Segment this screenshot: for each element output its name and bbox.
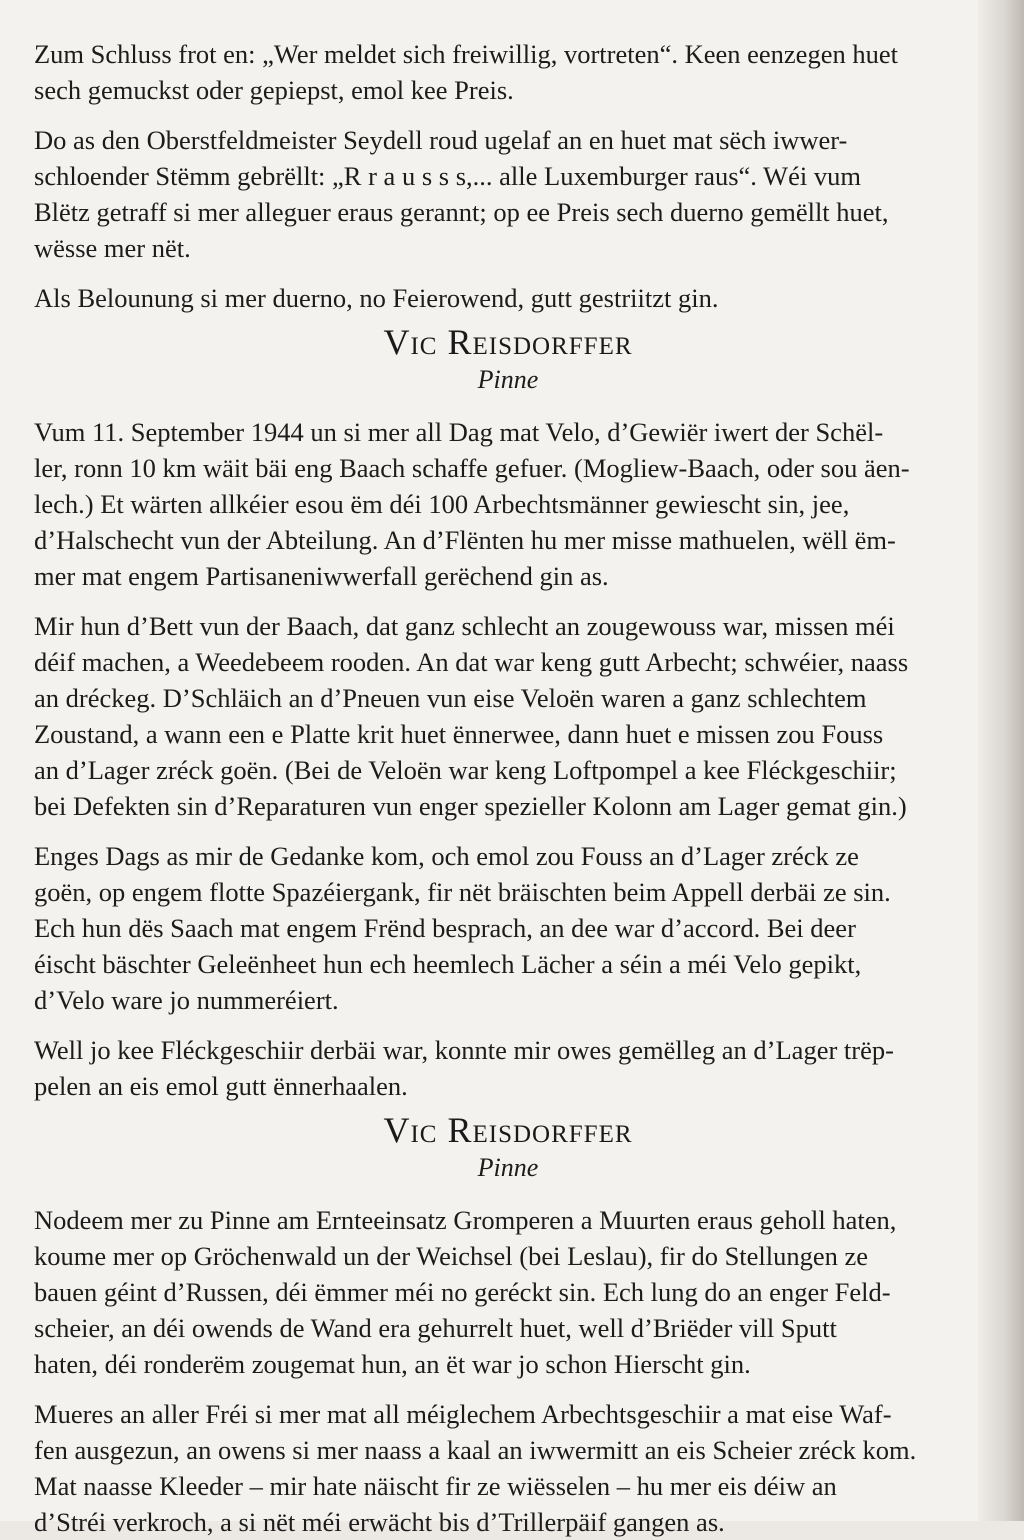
author-heading: Vic Reisdorffer	[383, 1110, 633, 1150]
section-1	[34, 320, 982, 1104]
place-subheading: Pinne	[477, 1153, 539, 1182]
paragraph: Mueres an aller Fréi si mer mat all méiglechem Arbechtsgeschiir a mat eise Waf- fen ausgezun, an owens si mer naass a kaal an iwwermitt an eis Scheier zréck kom. Mat naasse Kleeder – mir hate näischt fir ze wiësselen – hu mer eis déiw an d’Stréi verkroch, a si nët méi erwächt bis d’Trillerpäif gangen as.	[34, 1399, 917, 1537]
paragraph: Vum 11. September 1944 un si mer all Dag mat Velo, d’Gewiër iwert der Schël- ler, ronn 10 km wäit bäi eng Baach schaffe gefuer. (Mogliew-Baach, oder sou äen- lech.) Et wärten allkéier esou ëm déi 100 Arbechtsmänner gewiescht sin, jee, d’Halschecht vun der Abteilung. An d’Flënten hu mer misse mathuelen, wëll ëm- mer mat engem Partisaneniwwerfall gerëchend gin as.	[34, 417, 910, 591]
paragraph: Zum Schluss frot en: „Wer meldet sich freiwillig, vortreten“. Keen eenzegen huet sech gemuckst oder gepiepst, emol kee Preis.	[34, 39, 898, 105]
paragraph: Als Belounung si mer duerno, no Feierowend, gutt gestriitzt gin.	[34, 283, 719, 313]
paragraph: Do as den Oberstfeldmeister Seydell roud ugelaf an en huet mat sëch iwwer- schloender Stëmm gebrëllt: „R r a u s s s,... alle Luxemburger raus“. Wéi vum Blëtz getraff si mer alleguer eraus gerannt; op ee Preis sech duerno gemëllt huet, wësse mer nët.	[34, 125, 889, 263]
author-heading: Vic Reisdorffer	[383, 322, 633, 362]
page-edge	[978, 0, 1024, 1521]
page-text	[34, 36, 982, 1540]
section-2	[34, 1108, 982, 1540]
paragraph: Well jo kee Fléckgeschiir derbäi war, konnte mir owes gemëlleg an d’Lager trëp- pelen an eis emol gutt ënnerhaalen.	[34, 1035, 894, 1101]
paragraph: Nodeem mer zu Pinne am Ernteeinsatz Gromperen a Muurten eraus geholl haten, koume mer op Gröchenwald un der Weichsel (bei Leslau), fir do Stellungen ze bauen géint d’Russen, déi ëmmer méi no geréckt sin. Ech lung do an enger Feld- scheier, an déi owends de Wand era gehurrelt huet, well d’Briëder vill Sputt haten, déi ronderëm zougemat hun, an ët war jo schon Hierscht gin.	[34, 1205, 897, 1379]
paragraph: Mir hun d’Bett vun der Baach, dat ganz schlecht an zougewouss war, missen méi déif machen, a Weedebeem rooden. An dat war keng gutt Arbecht; schwéier, naass an dréckeg. D’Schläich an d’Pneuen vun eise Veloën waren a ganz schlechtem Zoustand, a wann een e Platte krit huet ënnerwee, dann huet e missen zou Fouss an d’Lager zréck goën. (Bei de Veloën war keng Loftpompel a kee Fléckgeschiir; bei Defekten sin d’Reparaturen vun enger spezieller Kolonn am Lager gemat gin.)	[34, 611, 909, 821]
paragraph: Enges Dags as mir de Gedanke kom, och emol zou Fouss an d’Lager zréck ze goën, op engem flotte Spazéiergank, fir nët bräischten beim Appell derbäi ze sin. Ech hun dës Saach mat engem Frënd besprach, an dee war d’accord. Bei deer éischt bäschter Geleënheet hun ech heemlech Lächer a séin a méi Velo gepikt, d’Velo ware jo nummeréiert.	[34, 841, 891, 1015]
place-subheading: Pinne	[477, 365, 539, 394]
